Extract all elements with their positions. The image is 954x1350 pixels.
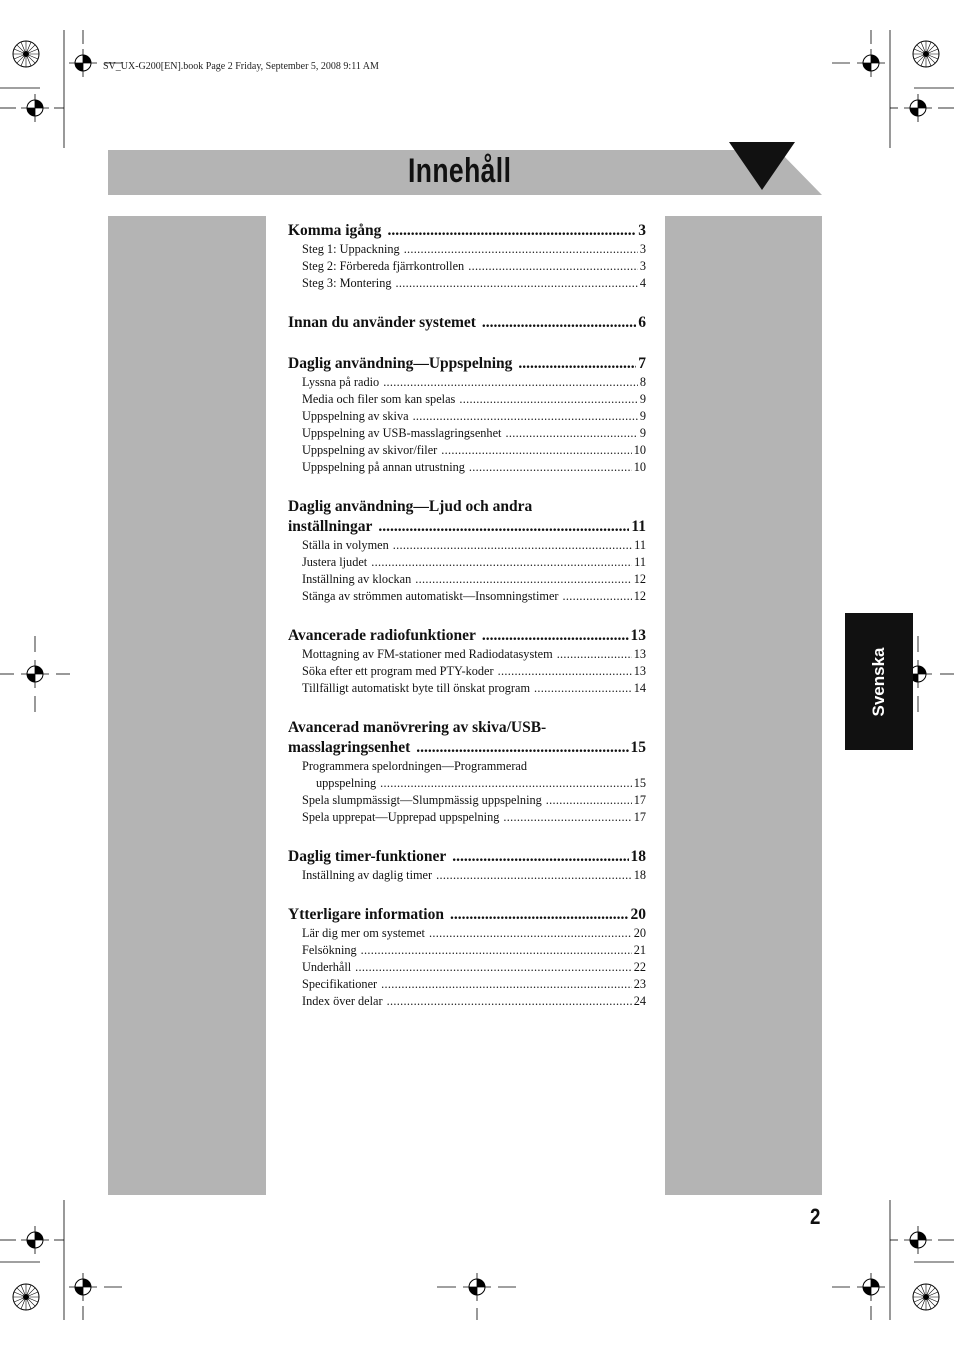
- toc-entry[interactable]: Index över delar ..... 24: [288, 993, 646, 1010]
- toc-entry[interactable]: Mottagning av FM-stationer med Radiodatasystem ..... 13: [288, 646, 646, 663]
- registration-star-top-right: [913, 41, 939, 67]
- left-gray-panel: [108, 216, 266, 1195]
- toc-entry[interactable]: Uppspelning av skivor/filer ..... 10: [288, 442, 646, 459]
- toc-section: [288, 354, 646, 476]
- down-triangle-icon: [729, 142, 795, 192]
- toc-section-heading[interactable]: Innan du använder systemet ..... 6: [288, 313, 646, 333]
- toc-entry[interactable]: Lyssna på radio ..... 8: [288, 374, 646, 391]
- toc-entry[interactable]: Stänga av strömmen automatiskt—Insomningstimer ..... 12: [288, 588, 646, 605]
- registration-star-bottom-right: [913, 1284, 939, 1310]
- toc-section-heading[interactable]: Komma igång ..... 3: [288, 221, 646, 241]
- toc-entry[interactable]: Felsökning ..... 21: [288, 942, 646, 959]
- table-of-contents: [288, 221, 646, 1031]
- toc-entry[interactable]: Specifikationer ..... 23: [288, 976, 646, 993]
- registration-star-top-left: [13, 41, 39, 67]
- toc-entry-line1: Programmera spelordningen—Programmerad: [302, 759, 528, 773]
- toc-section-heading[interactable]: inställningar ..... 11: [288, 517, 646, 537]
- toc-section: [288, 847, 646, 884]
- toc-entry[interactable]: Spela slumpmässigt—Slumpmässig uppspelning ..... 17: [288, 792, 646, 809]
- page-title: Innehåll: [408, 152, 512, 190]
- toc-section: [288, 905, 646, 1010]
- right-gray-panel: [665, 216, 822, 1195]
- toc-entry[interactable]: Spela upprepat—Upprepad uppspelning ..... 17: [288, 809, 646, 826]
- language-tab[interactable]: [845, 613, 913, 750]
- toc-entry[interactable]: Tillfälligt automatiskt byte till önskat program ..... 14: [288, 680, 646, 697]
- page-number: 2: [810, 1204, 821, 1229]
- toc-entry[interactable]: Uppspelning av skiva ..... 9: [288, 408, 646, 425]
- toc-entry[interactable]: Söka efter ett program med PTY-koder ..... 13: [288, 663, 646, 680]
- toc-section-heading[interactable]: Daglig timer-funktioner ..... 18: [288, 847, 646, 867]
- toc-entry[interactable]: Inställning av klockan ..... 12: [288, 571, 646, 588]
- toc-entry[interactable]: Justera ljudet ..... 11: [288, 554, 646, 571]
- toc-section: [288, 313, 646, 333]
- registration-star-bottom-left: [13, 1284, 39, 1310]
- toc-entry[interactable]: Underhåll ..... 22: [288, 959, 646, 976]
- toc-section-heading-line1: Daglig användning—Ljud och andra: [288, 498, 533, 515]
- toc-entry[interactable]: Steg 2: Förbereda fjärrkontrollen ..... 3: [288, 258, 646, 275]
- toc-section-heading[interactable]: masslagringsenhet ..... 15: [288, 738, 646, 758]
- toc-section-heading[interactable]: Avancerade radiofunktioner ..... 13: [288, 626, 646, 646]
- toc-entry[interactable]: uppspelning ..... 15: [288, 775, 646, 792]
- toc-section: [288, 497, 646, 605]
- toc-entry[interactable]: Ställa in volymen ..... 11: [288, 537, 646, 554]
- toc-section-heading-line1: Avancerad manövrering av skiva/USB-: [288, 719, 547, 736]
- toc-section: [288, 718, 646, 826]
- toc-section-heading[interactable]: Ytterligare information ..... 20: [288, 905, 646, 925]
- toc-entry[interactable]: Uppspelning av USB-masslagringsenhet ..... 9: [288, 425, 646, 442]
- toc-entry[interactable]: Lär dig mer om systemet ..... 20: [288, 925, 646, 942]
- toc-section: [288, 221, 646, 292]
- toc-entry[interactable]: Inställning av daglig timer ..... 18: [288, 867, 646, 884]
- print-header: SV_UX-G200[EN].book Page 2 Friday, September 5, 2008 9:11 AM: [103, 61, 379, 72]
- toc-entry[interactable]: Steg 3: Montering ..... 4: [288, 275, 646, 292]
- toc-entry[interactable]: Media och filer som kan spelas ..... 9: [288, 391, 646, 408]
- toc-entry[interactable]: Uppspelning på annan utrustning ..... 10: [288, 459, 646, 476]
- toc-section-heading[interactable]: Daglig användning—Uppspelning ..... 7: [288, 354, 646, 374]
- toc-section: [288, 626, 646, 697]
- language-tab-label: Svenska: [869, 647, 888, 716]
- toc-entry[interactable]: Steg 1: Uppackning ..... 3: [288, 241, 646, 258]
